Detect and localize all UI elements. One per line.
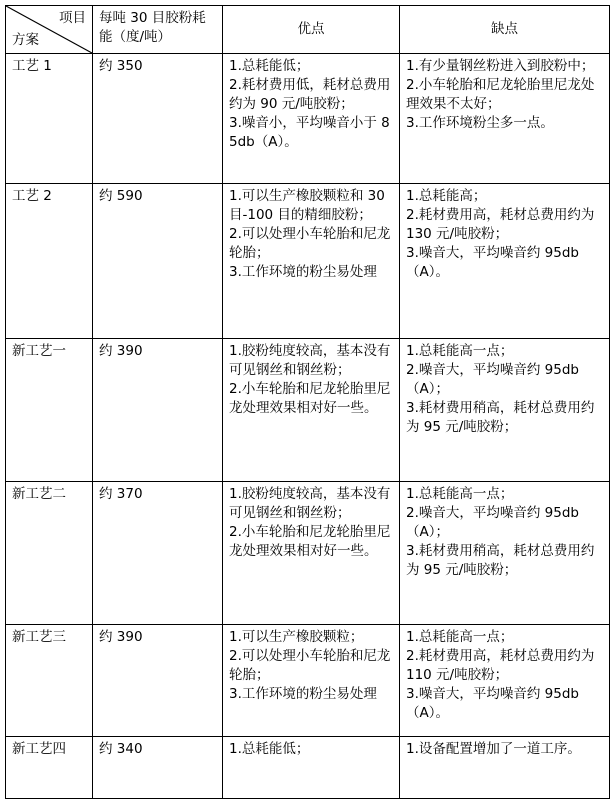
scheme-name-cell xyxy=(6,737,93,799)
pro-item: 1.可以生产橡胶颗粒和 30 目-100 目的精细胶粉； xyxy=(229,188,385,223)
pro-item: 2.可以处理小车轮胎和尼龙轮胎； xyxy=(229,648,391,683)
energy-value: 约 590 xyxy=(99,188,143,204)
pro-item: 1.可以生产橡胶颗粒； xyxy=(229,629,364,645)
scheme-name: 新工艺一 xyxy=(12,343,66,359)
scheme-name-cell xyxy=(6,339,93,482)
con-item: 1.总耗能高一点； xyxy=(406,486,514,502)
scheme-name-cell xyxy=(6,54,93,184)
energy-value: 约 340 xyxy=(99,741,143,757)
energy-cell xyxy=(93,54,223,184)
table-row xyxy=(6,54,610,184)
scheme-name-cell xyxy=(6,482,93,625)
pro-item: 2.小车轮胎和尼龙轮胎里尼龙处理效果相对好一些。 xyxy=(229,381,391,416)
pro-item: 1.总耗能低； xyxy=(229,741,310,757)
pro-item: 1.总耗能低； xyxy=(229,58,310,74)
cons-cell xyxy=(400,625,610,737)
pros-cell xyxy=(223,339,400,482)
energy-header: 每吨 30 目胶粉耗能（度/吨） xyxy=(93,6,223,54)
table-row xyxy=(6,339,610,482)
cons-cell xyxy=(400,54,610,184)
corner-header-cell xyxy=(6,6,93,54)
pro-item: 3.噪音小，平均噪音小于 85db（A）。 xyxy=(229,115,390,150)
energy-cell xyxy=(93,184,223,339)
table-body xyxy=(6,54,610,799)
scheme-name-cell xyxy=(6,184,93,339)
con-item: 1.有少量钢丝粉进入到胶粉中； xyxy=(406,58,595,74)
pros-cell xyxy=(223,184,400,339)
con-item: 3.噪音大，平均噪音约 95db（A）。 xyxy=(406,245,579,280)
table-row xyxy=(6,625,610,737)
con-item: 2.耗材费用高，耗材总费用约为 110 元/吨胶粉； xyxy=(406,648,595,683)
pros-cell xyxy=(223,482,400,625)
header-row xyxy=(6,6,610,54)
con-item: 3.工作环境粉尘多一点。 xyxy=(406,115,554,131)
con-item: 1.总耗能高； xyxy=(406,188,487,204)
energy-cell xyxy=(93,625,223,737)
pro-item: 2.耗材费用低，耗材总费用约为 90 元/吨胶粉； xyxy=(229,77,391,112)
pros-cell xyxy=(223,737,400,799)
energy-value: 约 370 xyxy=(99,486,143,502)
energy-value: 约 390 xyxy=(99,629,143,645)
energy-cell xyxy=(93,482,223,625)
con-item: 3.耗材费用稍高，耗材总费用约为 95 元/吨胶粉； xyxy=(406,543,595,578)
pros-header: 优点 xyxy=(223,6,400,54)
energy-cell xyxy=(93,737,223,799)
cons-header: 缺点 xyxy=(400,6,610,54)
pros-cell xyxy=(223,625,400,737)
con-item: 1.总耗能高一点； xyxy=(406,343,514,359)
corner-label-scheme: 方案 xyxy=(12,32,39,48)
scheme-name: 新工艺三 xyxy=(12,629,66,645)
con-item: 3.噪音大，平均噪音约 95db（A）。 xyxy=(406,686,579,721)
energy-value: 约 390 xyxy=(99,343,143,359)
pros-cell xyxy=(223,54,400,184)
energy-cell xyxy=(93,339,223,482)
con-item: 2.噪音大，平均噪音约 95db（A）； xyxy=(406,505,579,540)
pro-item: 1.胶粉纯度较高，基本没有可见钢丝和钢丝粉； xyxy=(229,343,391,378)
con-item: 3.耗材费用稍高，耗材总费用约为 95 元/吨胶粉； xyxy=(406,400,595,435)
cons-cell xyxy=(400,482,610,625)
pro-item: 3.工作环境的粉尘易处理 xyxy=(229,264,377,280)
table-row xyxy=(6,737,610,799)
con-item: 2.小车轮胎和尼龙轮胎里尼龙处理效果不太好； xyxy=(406,77,595,112)
comparison-table xyxy=(5,5,610,799)
cons-cell xyxy=(400,339,610,482)
table-row xyxy=(6,184,610,339)
table-row xyxy=(6,482,610,625)
scheme-name-cell xyxy=(6,625,93,737)
scheme-name: 新工艺四 xyxy=(12,741,66,757)
pro-item: 3.工作环境的粉尘易处理 xyxy=(229,686,377,702)
pro-item: 2.可以处理小车轮胎和尼龙轮胎； xyxy=(229,226,391,261)
corner-label-item: 项目 xyxy=(59,10,86,26)
scheme-name: 工艺 2 xyxy=(12,188,52,204)
con-item: 2.噪音大，平均噪音约 95db（A）； xyxy=(406,362,579,397)
pro-item: 1.胶粉纯度较高，基本没有可见钢丝和钢丝粉； xyxy=(229,486,391,521)
scheme-name: 新工艺二 xyxy=(12,486,66,502)
con-item: 1.设备配置增加了一道工序。 xyxy=(406,741,581,757)
con-item: 2.耗材费用高，耗材总费用约为 130 元/吨胶粉； xyxy=(406,207,595,242)
con-item: 1.总耗能高一点； xyxy=(406,629,514,645)
cons-cell xyxy=(400,184,610,339)
scheme-name: 工艺 1 xyxy=(12,58,52,74)
cons-cell xyxy=(400,737,610,799)
energy-value: 约 350 xyxy=(99,58,143,74)
pro-item: 2.小车轮胎和尼龙轮胎里尼龙处理效果相对好一些。 xyxy=(229,524,391,559)
